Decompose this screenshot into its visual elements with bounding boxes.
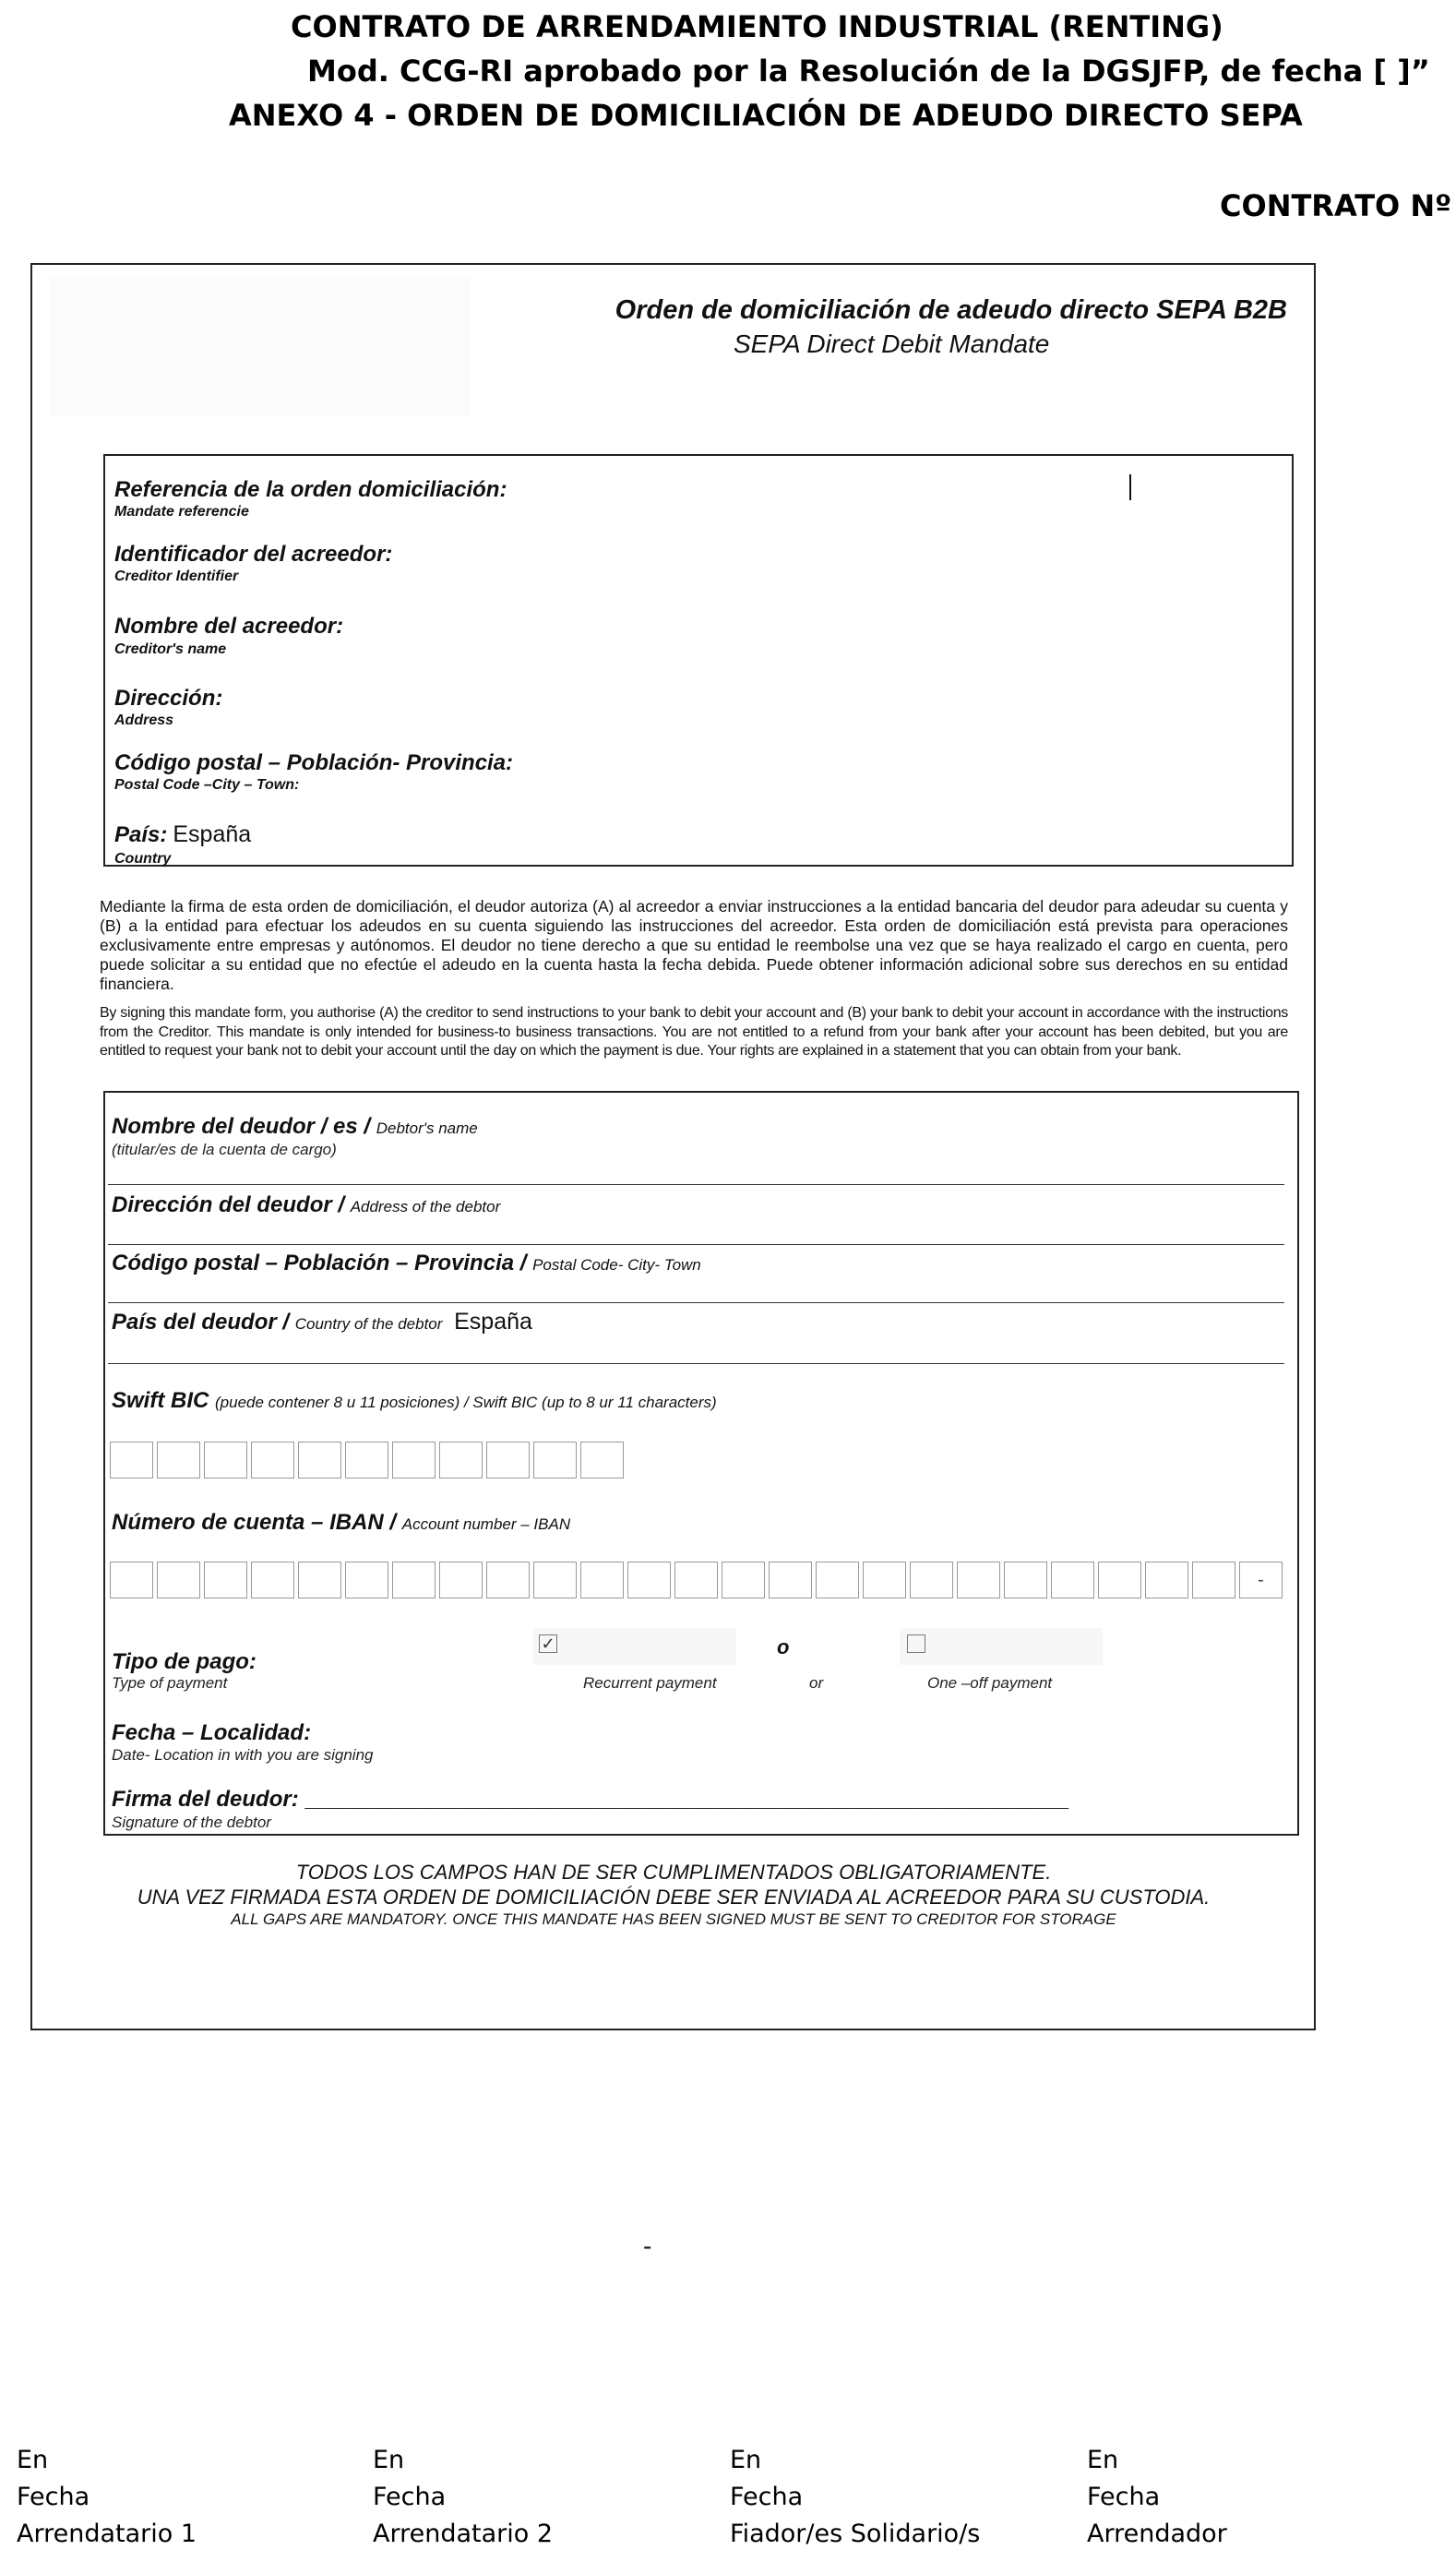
mandate-reference-label: Referencia de la orden domiciliación: [114,477,507,502]
oneoff-checkbox[interactable] [907,1634,925,1653]
iban-char-box[interactable] [1145,1562,1188,1598]
debtor-country-text: País del deudor / [112,1310,290,1335]
debtor-signature-line[interactable]: ______________________________________________________________ [304,1787,1068,1812]
creditor-postal-label: Código postal – Población- Provincia: [114,750,514,775]
mandatory-note-en: ALL GAPS ARE MANDATORY. ONCE THIS MANDATE HAS BEEN SIGNED MUST BE SENT TO CREDITOR FOR STORAGE [231,1910,1116,1928]
iban-char-box[interactable] [204,1562,247,1598]
debtor-address-label [112,1192,500,1218]
creditor-country-text: País: [114,822,168,847]
iban-char-box[interactable] [110,1562,153,1598]
swift-char-box[interactable] [486,1442,530,1479]
iban-char-box[interactable] [1004,1562,1047,1598]
iban-last-box[interactable]: - [1239,1562,1283,1598]
iban-en: Account number – IBAN [401,1515,571,1533]
debtor-name-label [112,1114,478,1140]
swift-char-box[interactable] [580,1442,624,1479]
sig-date: Fecha [730,2483,804,2511]
debtor-signature-label [112,1787,1068,1813]
debtor-postal-en: Postal Code- City- Town [532,1256,701,1274]
mandate-reference-sublabel: Mandate referencie [114,504,249,520]
iban-char-box[interactable] [533,1562,577,1598]
debtor-name-note: (titular/es de la cuenta de cargo) [112,1141,337,1158]
iban-char-box[interactable] [1192,1562,1235,1598]
iban-char-box[interactable] [439,1562,483,1598]
swift-text: Swift BIC [112,1388,209,1413]
iban-char-box[interactable] [345,1562,388,1598]
payment-type-sublabel: Type of payment [112,1674,228,1692]
debtor-address-line[interactable] [108,1244,1284,1245]
signature-block-lessor [1087,2442,1227,2553]
creditor-section [103,454,1294,867]
swift-char-box[interactable] [251,1442,294,1479]
mandatory-note-2: UNA VEZ FIRMADA ESTA ORDEN DE DOMICILIACIÓN DEBE SER ENVIADA AL ACREEDOR PARA SU CUSTODIA. [137,1886,1211,1909]
logo-placeholder [51,277,471,415]
iban-text: Número de cuenta – IBAN / [112,1510,397,1535]
iban-char-box[interactable] [627,1562,671,1598]
debtor-address-text: Dirección del deudor / [112,1192,345,1217]
debtor-name-line[interactable] [108,1184,1284,1185]
sig-place: En [17,2446,49,2474]
iban-char-box[interactable] [1051,1562,1094,1598]
debtor-postal-label [112,1251,701,1276]
swift-label [112,1388,717,1414]
swift-char-box[interactable] [110,1442,153,1479]
form-subtitle: SEPA Direct Debit Mandate [734,329,1050,358]
iban-char-box[interactable] [910,1562,953,1598]
debtor-address-en: Address of the debtor [350,1198,501,1215]
mandatory-note-1: TODOS LOS CAMPOS HAN DE SER CUMPLIMENTADOS OBLIGATORIAMENTE. [295,1861,1052,1884]
creditor-identifier-label: Identificador del acreedor: [114,542,393,567]
signature-block-tenant-1 [17,2442,197,2553]
debtor-country-en: Country of the debtor [294,1315,443,1333]
form-title: Orden de domiciliación de adeudo directo SEPA B2B [615,295,1287,325]
sig-place: En [1087,2446,1119,2474]
sig-role: Fiador/es Solidario/s [730,2520,981,2548]
iban-char-box[interactable] [157,1562,200,1598]
iban-char-box[interactable] [580,1562,624,1598]
iban-char-box[interactable] [392,1562,436,1598]
iban-char-box[interactable] [722,1562,765,1598]
debtor-country-label [112,1309,532,1335]
swift-char-box[interactable] [392,1442,436,1479]
debtor-postal-line[interactable] [108,1302,1284,1303]
check-mark-icon: ✓ [541,1634,555,1653]
iban-char-box[interactable] [251,1562,294,1598]
sig-place: En [373,2446,405,2474]
iban-char-box[interactable] [298,1562,341,1598]
iban-boxes[interactable] [110,1562,1283,1598]
creditor-postal-sublabel: Postal Code –City – Town: [114,777,300,793]
debtor-postal-text: Código postal – Población – Provincia / [112,1251,527,1275]
iban-char-box[interactable] [769,1562,812,1598]
iban-char-box[interactable] [674,1562,718,1598]
recurrent-label: Recurrent payment [583,1674,717,1692]
oneoff-label: One –off payment [927,1674,1053,1692]
signature-block-tenant-2 [373,2442,553,2553]
recurrent-checkbox[interactable] [539,1634,557,1653]
debtor-signature-text: Firma del deudor: [112,1787,299,1812]
iban-char-box[interactable] [816,1562,859,1598]
sig-date: Fecha [17,2483,90,2511]
swift-en: (puede contener 8 u 11 posiciones) / Swift BIC (up to 8 ur 11 characters) [215,1394,717,1411]
annex-title: ANEXO 4 - ORDEN DE DOMICILIACIÓN DE ADEUDO DIRECTO SEPA [229,98,1303,133]
sig-role: Arrendatario 1 [17,2520,197,2548]
swift-char-box[interactable] [345,1442,388,1479]
iban-label [112,1510,570,1536]
date-location-sublabel: Date- Location in with you are signing [112,1746,374,1764]
contract-title: CONTRATO DE ARRENDAMIENTO INDUSTRIAL (RENTING) [291,9,1223,44]
sig-date: Fecha [1087,2483,1161,2511]
payment-type-label: Tipo de pago: [112,1649,257,1674]
creditor-name-label: Nombre del acreedor: [114,614,344,639]
legal-text-en: By signing this mandate form, you authorise (A) the creditor to send instructions to your bank to debit your account and (B) your bank to debit your account in accordance with the instructions from the Creditor. This mandate is only intended for business-to business transactions. You are not entitled to a refund from your bank after your account has been debited, but you are entitled to request your bank not to debit your account until the day on which the payment is due. Your rights are explained in a statement that you can obtain from your bank. [100,1005,1288,1059]
swift-char-box[interactable] [533,1442,577,1479]
creditor-country-value: España [173,821,252,847]
creditor-address-label: Dirección: [114,686,223,711]
debtor-name-en: Debtor's name [376,1119,478,1137]
sig-role: Arrendatario 2 [373,2520,554,2548]
sig-place: En [730,2446,762,2474]
creditor-country-label [114,821,251,848]
date-location-label: Fecha – Localidad: [112,1720,312,1745]
swift-bic-boxes[interactable] [110,1442,624,1479]
swift-char-box[interactable] [204,1442,247,1479]
creditor-name-sublabel: Creditor's name [114,641,227,657]
oneoff-shade [900,1628,1103,1665]
separator-dash: - [643,2232,652,2260]
iban-char-box[interactable] [957,1562,1000,1598]
swift-char-box[interactable] [439,1442,483,1479]
creditor-country-sublabel: Country [114,851,172,867]
signature-block-guarantors [730,2442,980,2553]
or-en-label: or [809,1674,824,1692]
iban-char-box[interactable] [863,1562,906,1598]
debtor-country-value: España [454,1309,532,1335]
debtor-signature-sublabel: Signature of the debtor [112,1814,271,1831]
swift-char-box[interactable] [298,1442,341,1479]
text-cursor [1129,474,1131,500]
contract-number-label: CONTRATO Nº [1220,188,1452,223]
legal-text-es: Mediante la firma de esta orden de domiciliación, el deudor autoriza (A) al acreedor a enviar instrucciones a la entidad bancaria del deudor para adeudar su cuenta y (B) a la entidad para efectuar los adeudos en su cuenta siguiendo las instrucciones del acreedor. Esta orden de domiciliación está prevista para operaciones exclusivamente entre empresas y autónomos. El deudor no tiene derecho a que su entidad le reembolse una vez que se haya realizado el cargo en cuenta, pero puede solicitar a su entidad que no efectúe el adeudo en la cuenta hasta la fecha debida. Puede obtener información adicional sobre sus derechos en su entidad financiera. [100,897,1288,993]
sig-role: Arrendador [1087,2520,1227,2548]
debtor-country-line[interactable] [108,1363,1284,1364]
debtor-name-text: Nombre del deudor / es / [112,1114,371,1139]
iban-char-box[interactable] [1098,1562,1141,1598]
model-approval-line: Mod. CCG-RI aprobado por la Resolución de la DGSJFP, de fecha [ ]” [307,54,1430,89]
iban-char-box[interactable] [486,1562,530,1598]
sig-date: Fecha [373,2483,447,2511]
recurrent-shade [533,1628,736,1665]
creditor-identifier-sublabel: Creditor Identifier [114,569,239,584]
creditor-address-sublabel: Address [114,712,174,728]
or-es-label: o [777,1635,790,1658]
swift-char-box[interactable] [157,1442,200,1479]
